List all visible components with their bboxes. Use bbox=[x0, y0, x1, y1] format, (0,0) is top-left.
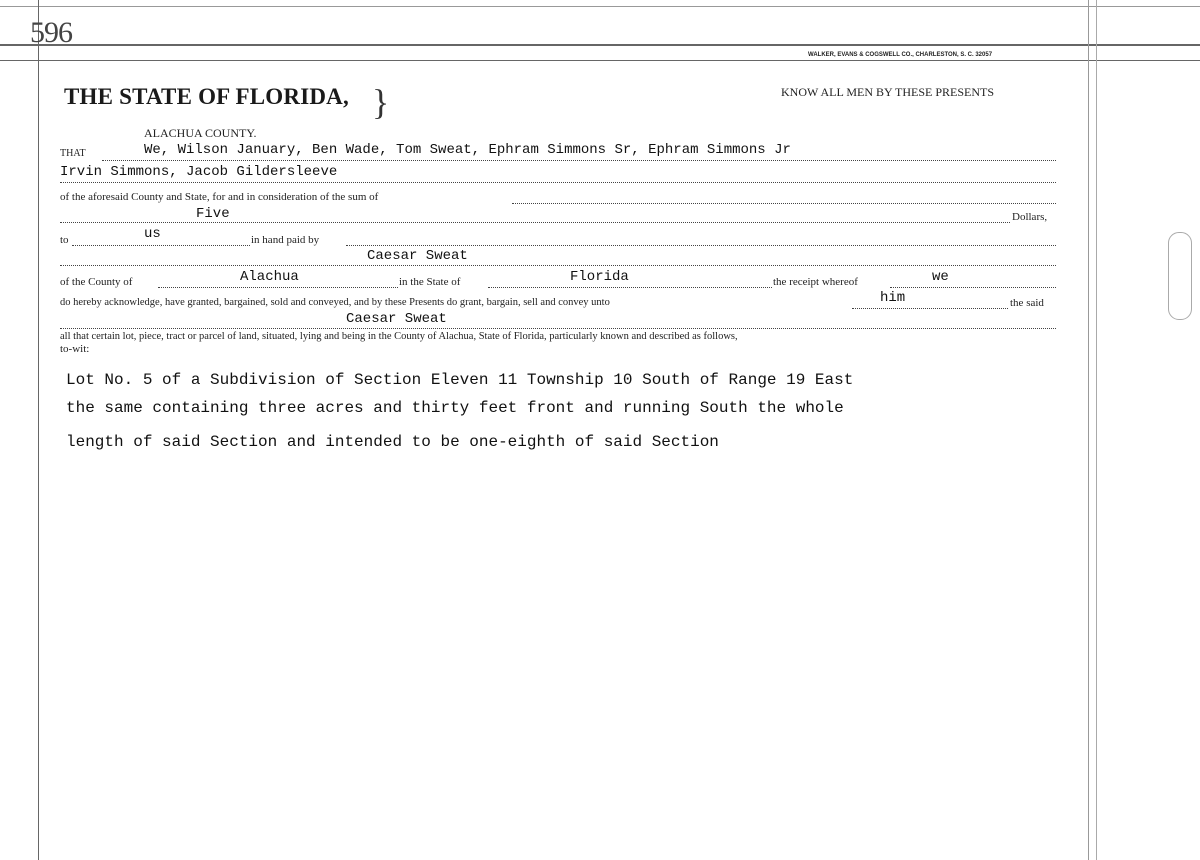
the-said-label: the said bbox=[1010, 297, 1044, 309]
header-rule-2 bbox=[0, 60, 1200, 61]
grantors-line-2: Irvin Simmons, Jacob Gildersleeve bbox=[60, 164, 338, 180]
header-rule-1 bbox=[0, 44, 1200, 46]
grantee-pronoun-rule bbox=[852, 308, 1008, 309]
to-value: us bbox=[144, 226, 161, 242]
grantors-line-1: We, Wilson January, Ben Wade, Tom Sweat, Ephram Simmons Sr, Ephram Simmons Jr bbox=[144, 142, 791, 158]
acknowledge-text: do hereby acknowledge, have granted, bargained, sold and conveyed, and by these Presents do grant, bargain, sell and convey unto bbox=[60, 297, 610, 308]
receipt-label: the receipt whereof bbox=[773, 276, 858, 288]
grantee-value: Caesar Sweat bbox=[346, 311, 447, 327]
paid-by-rule bbox=[346, 245, 1056, 246]
description-line-1: Lot No. 5 of a Subdivision of Section Eleven 11 Township 10 South of Range 19 East bbox=[66, 371, 854, 389]
county-value: Alachua bbox=[240, 269, 299, 285]
state-label: in the State of bbox=[399, 276, 461, 288]
right-margin-line bbox=[1088, 0, 1089, 860]
consideration-text: of the aforesaid County and State, for and in consideration of the sum of bbox=[60, 191, 379, 203]
to-label: to bbox=[60, 234, 69, 246]
know-all-heading: KNOW ALL MEN BY THESE PRESENTS bbox=[781, 85, 995, 99]
state-rule bbox=[488, 287, 772, 288]
grantors-rule-1 bbox=[102, 160, 1056, 161]
top-rule bbox=[0, 6, 1200, 7]
printer-imprint: WALKER, EVANS & COGSWELL CO., CHARLESTON, S. C. 32057 bbox=[808, 52, 993, 58]
to-rule bbox=[72, 245, 250, 246]
description-line-2: the same containing three acres and thirty feet front and running South the whole bbox=[66, 399, 844, 417]
heading-brace: } bbox=[372, 82, 390, 122]
paid-by-label: in hand paid by bbox=[251, 234, 320, 246]
grantee-rule bbox=[60, 328, 1056, 329]
consideration-rule bbox=[512, 203, 1056, 204]
grantee-pronoun: him bbox=[880, 290, 906, 306]
binding-tab bbox=[1168, 232, 1192, 320]
state-heading: THE STATE OF FLORIDA, bbox=[64, 84, 349, 109]
receipt-value: we bbox=[932, 269, 949, 285]
county-heading: ALACHUA COUNTY. bbox=[144, 126, 257, 140]
state-value: Florida bbox=[570, 269, 629, 285]
sum-rule bbox=[60, 222, 1010, 223]
left-margin-line bbox=[38, 0, 39, 860]
payer-value: Caesar Sweat bbox=[367, 248, 468, 264]
land-text: all that certain lot, piece, tract or parcel of land, situated, lying and being in the County of Alachua, State of Florida, particularly known and described as follows, bbox=[60, 331, 738, 342]
description-line-3: length of said Section and intended to be one-eighth of said Section bbox=[66, 433, 719, 451]
that-label: THAT bbox=[60, 148, 86, 159]
payer-rule bbox=[60, 265, 1056, 266]
right-margin-line-2 bbox=[1096, 0, 1097, 860]
county-rule bbox=[158, 287, 398, 288]
dollars-label: Dollars, bbox=[1012, 211, 1048, 223]
sum-value: Five bbox=[196, 206, 230, 222]
page-number: 596 bbox=[30, 16, 72, 49]
county-label: of the County of bbox=[60, 276, 133, 288]
receipt-rule bbox=[890, 287, 1056, 288]
towit-label: to-wit: bbox=[60, 343, 90, 355]
grantors-rule-2 bbox=[60, 182, 1056, 183]
